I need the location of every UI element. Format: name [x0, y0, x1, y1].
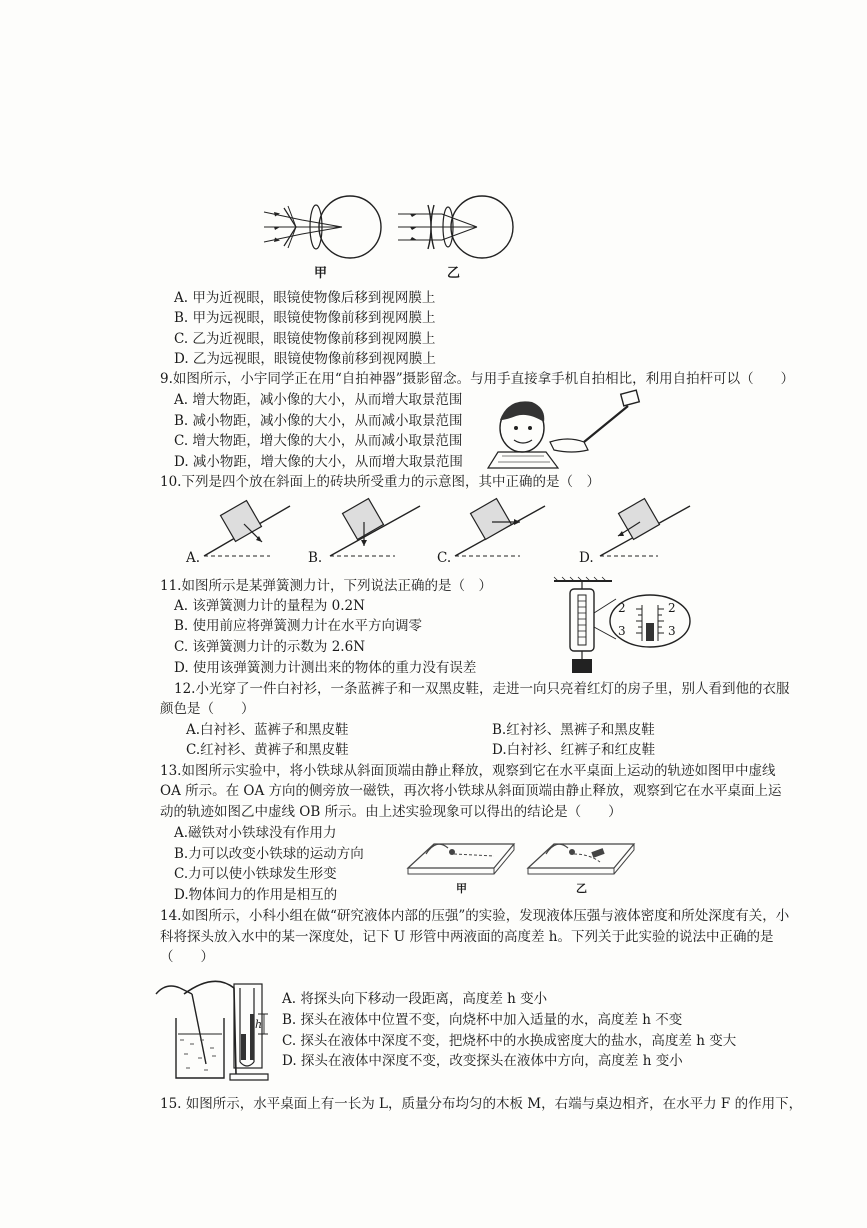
brick-a-figure: [204, 501, 290, 556]
q10-label-d: D.: [579, 550, 594, 566]
q13-option-a: A.磁铁对小铁球没有作用力: [174, 825, 337, 841]
scale-label-right-3: 3: [668, 624, 676, 638]
brick-c-figure: [455, 499, 545, 556]
q13-stem-3: 动的轨迹如图乙中虚线 OB 所示。由上述实验现象可以得出的结论是（ ）: [160, 804, 622, 820]
brick-d-figure: [600, 499, 690, 556]
eye-yi-label: 乙: [447, 266, 461, 281]
selfie-boy-figure: [488, 390, 648, 470]
q11-stem: 11.如图所示是某弹簧测力计，下列说法正确的是（ ）: [160, 578, 492, 594]
q8-option-a: A. 甲为近视眼，眼镜使物像后移到视网膜上: [174, 290, 436, 306]
q11-option-d: D. 使用该弹簧测力计测出来的物体的重力没有误差: [174, 660, 477, 676]
eye-yi-figure: [398, 196, 513, 258]
q9-option-c: C. 增大物距，增大像的大小，从而减小取景范围: [174, 433, 463, 449]
q10-label-b: B.: [308, 550, 323, 566]
q14-stem-1: 14.如图所示，小科小组在做“研究液体内部的压强”的实验，发现液体压强与液体密度和所处深度有关，小: [160, 908, 790, 924]
q12-stem-2: 颜色是（ ）: [160, 701, 255, 717]
q11-option-a: A. 该弹簧测力计的量程为 0.2N: [174, 598, 365, 614]
q13-option-b: B.力可以改变小铁球的运动方向: [174, 846, 364, 862]
q13-option-d: D.物体间力的作用是相互的: [174, 887, 338, 903]
q9-option-b: B. 减小物距，减小像的大小，从而减小取景范围: [174, 413, 463, 429]
q14-stem-3: （ ）: [160, 949, 214, 965]
scale-label-left-3: 3: [618, 624, 626, 638]
q12-stem-1: 12.小光穿了一件白衬衫，一条蓝裤子和一双黑皮鞋，走进一向只亮着红灯的房子里，别人看到他的衣服: [174, 681, 790, 697]
eye-jia-figure: [264, 196, 381, 258]
table-jia-figure: [408, 844, 514, 874]
q14-option-d: D. 探头在液体中深度不变，改变探头在液体中方向，高度差 h 变小: [282, 1053, 683, 1069]
table-yi-figure: [528, 844, 634, 874]
scale-label-left-2: 2: [618, 601, 626, 615]
table-jia-label: 甲: [456, 882, 467, 895]
q10-stem: 10.下列是四个放在斜面上的砖块所受重力的示意图，其中正确的是（ ）: [160, 474, 600, 490]
q12-option-c: C.红衬衫、黄裤子和黑皮鞋: [186, 742, 349, 758]
q12-option-b: B.红衬衫、黑裤子和黑皮鞋: [492, 722, 655, 738]
eye-jia-label: 甲: [314, 266, 328, 281]
q11-option-c: C. 该弹簧测力计的示数为 2.6N: [174, 639, 366, 655]
spring-scale-figure: [554, 577, 704, 677]
q14-option-b: B. 探头在液体中位置不变，向烧杯中加入适量的水，高度差 h 不变: [282, 1012, 683, 1028]
scale-label-right-2: 2: [668, 601, 676, 615]
q14-stem-2: 科将探头放入水中的某一深度处，记下 U 形管中两液面的高度差 h。下列关于此实验的说法中正确的是: [160, 929, 774, 945]
brick-b-figure: [330, 499, 420, 556]
q12-option-a: A.白衬衫、蓝裤子和黑皮鞋: [186, 722, 349, 738]
table-magnet-figure: [404, 828, 644, 884]
table-yi-label: 乙: [576, 882, 587, 895]
height-h-label: h: [255, 1018, 263, 1031]
q9-stem: 9.如图所示，小宇同学正在用“自拍神器”摄影留念。与用手直接拿手机自拍相比，利用自拍杆可以（ ）: [160, 371, 795, 387]
q9-option-d: D. 减小物距，增大像的大小，从而增大取景范围: [174, 454, 463, 470]
q11-option-b: B. 使用前应将弹簧测力计在水平方向调零: [174, 618, 423, 634]
q9-option-a: A. 增大物距，减小像的大小，从而增大取景范围: [174, 392, 463, 408]
q13-stem-1: 13.如图所示实验中，将小铁球从斜面顶端由静止释放，观察到它在水平桌面上运动的轨迹如图甲中虚线: [160, 763, 776, 779]
q15-stem: 15. 如图所示，水平桌面上有一长为 L，质量分布均匀的木板 M，右端与桌边相齐，在水平力 F 的作用下，: [160, 1096, 803, 1112]
q10-label-a: A.: [186, 550, 201, 566]
q14-option-a: A. 将探头向下移动一段距离，高度差 h 变小: [282, 991, 548, 1007]
eye-diagram: [262, 192, 522, 262]
q14-option-c: C. 探头在液体中深度不变，把烧杯中的水换成密度大的盐水，高度差 h 变大: [282, 1033, 737, 1049]
q12-option-d: D.白衬衫、红裤子和红皮鞋: [492, 742, 656, 758]
q13-option-c: C.力可以使小铁球发生形变: [174, 866, 337, 882]
q8-option-c: C. 乙为近视眼，眼镜使物像前移到视网膜上: [174, 331, 436, 347]
q8-option-d: D. 乙为远视眼，眼镜使物像前移到视网膜上: [174, 351, 436, 367]
q13-stem-2: OA 所示。在 OA 方向的侧旁放一磁铁，再次将小铁球从斜面顶端由静止释放，观察到它在水平桌面上运: [160, 783, 782, 799]
q10-label-c: C.: [437, 550, 452, 566]
q8-option-b: B. 甲为远视眼，眼镜使物像前移到视网膜上: [174, 310, 436, 326]
